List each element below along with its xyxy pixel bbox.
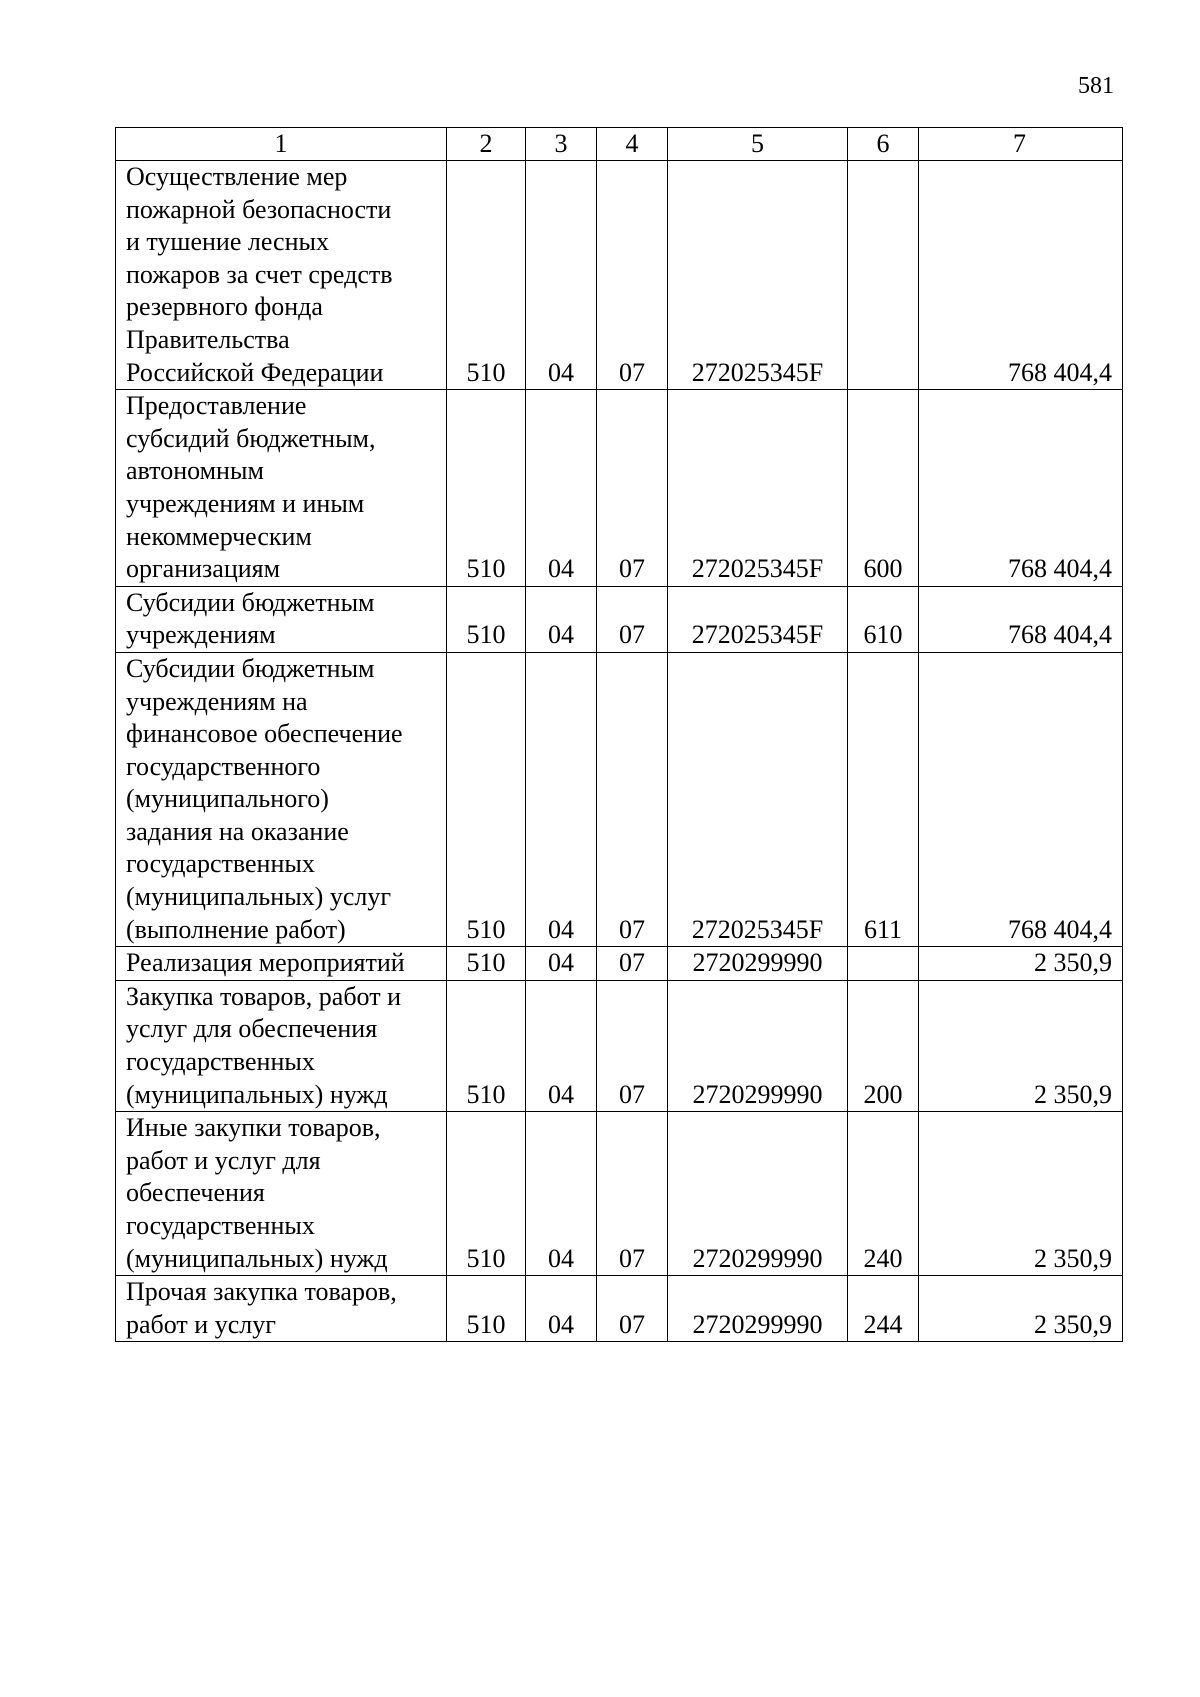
row-code-target: 272025345F [668, 390, 848, 587]
row-description [116, 586, 447, 652]
page-number: 581 [1078, 73, 1114, 99]
row-description [116, 980, 447, 1111]
table-header-row [116, 128, 1123, 161]
table-row [116, 1112, 1123, 1276]
row-code-target: 2720299990 [668, 947, 848, 981]
row-code-target: 2720299990 [668, 980, 848, 1111]
description-line: Реализация мероприятий [126, 948, 405, 978]
row-code-section: 04 [526, 390, 597, 587]
row-description [116, 1112, 447, 1276]
row-code-subsection: 07 [597, 390, 668, 587]
description-line: автономным [126, 456, 264, 486]
description-line: пожаров за счет средств [126, 259, 393, 289]
row-code-subsection: 07 [597, 1112, 668, 1276]
description-line: работ и услуг [126, 1309, 276, 1339]
description-line: (муниципальных) нужд [126, 1243, 388, 1273]
row-code-admin: 510 [447, 1276, 526, 1342]
header-cell: 5 [668, 128, 848, 161]
description-line: учреждениям и иным [126, 488, 365, 518]
description-line: финансовое обеспечение [126, 719, 403, 749]
row-code-expense-type [848, 161, 919, 390]
header-cell: 6 [848, 128, 919, 161]
row-code-target: 2720299990 [668, 1112, 848, 1276]
row-code-subsection: 07 [597, 652, 668, 946]
budget-table [115, 127, 1123, 1342]
description-line: (муниципального) [126, 784, 329, 814]
row-code-admin: 510 [447, 161, 526, 390]
row-code-admin: 510 [447, 947, 526, 981]
description-line: государственных [126, 1211, 315, 1240]
row-code-target: 272025345F [668, 586, 848, 652]
description-line: государственных [126, 849, 315, 879]
row-code-section: 04 [526, 652, 597, 946]
description-line: некоммерческим [126, 521, 312, 551]
row-amount: 768 404,4 [919, 586, 1123, 652]
description-line: услуг для обеспечения [126, 1014, 378, 1044]
row-code-expense-type: 240 [848, 1112, 919, 1276]
description-line: (муниципальных) нужд [126, 1079, 388, 1109]
row-code-expense-type: 200 [848, 980, 919, 1111]
header-cell: 1 [116, 128, 447, 161]
description-line: Осуществление мер [126, 162, 348, 191]
description-line: Предоставление [126, 391, 307, 421]
row-description [116, 1276, 447, 1342]
row-code-target: 272025345F [668, 652, 848, 946]
row-code-section: 04 [526, 1276, 597, 1342]
row-code-section: 04 [526, 1112, 597, 1276]
row-code-admin: 510 [447, 652, 526, 946]
description-line: учреждениям [126, 620, 276, 650]
row-code-admin: 510 [447, 980, 526, 1111]
description-line: Правительства [126, 324, 290, 354]
row-description [116, 390, 447, 587]
row-code-section: 04 [526, 980, 597, 1111]
description-line: Субсидии бюджетным [126, 653, 375, 683]
row-code-expense-type: 244 [848, 1276, 919, 1342]
description-line: государственного [126, 751, 321, 781]
row-amount: 2 350,9 [919, 1276, 1123, 1342]
row-description [116, 652, 447, 946]
row-description [116, 947, 447, 981]
description-line: Субсидии бюджетным [126, 587, 375, 617]
description-line: Российской Федерации [126, 357, 384, 387]
row-code-subsection: 07 [597, 947, 668, 981]
row-code-admin: 510 [447, 1112, 526, 1276]
row-code-subsection: 07 [597, 980, 668, 1111]
description-line: Закупка товаров, работ и [126, 981, 401, 1011]
table-row [116, 586, 1123, 652]
description-line: учреждениям на [126, 686, 308, 716]
table-row [116, 652, 1123, 946]
row-code-subsection: 07 [597, 161, 668, 390]
table-row [116, 161, 1123, 390]
row-code-admin: 510 [447, 586, 526, 652]
table-row [116, 390, 1123, 587]
description-line: резервного фонда [126, 292, 323, 322]
description-line: (муниципальных) услуг [126, 882, 392, 912]
table-row [116, 980, 1123, 1111]
row-code-admin: 510 [447, 390, 526, 587]
description-line: (выполнение работ) [126, 914, 346, 944]
row-code-section: 04 [526, 161, 597, 390]
row-amount: 768 404,4 [919, 652, 1123, 946]
row-amount: 2 350,9 [919, 1112, 1123, 1276]
row-code-expense-type: 600 [848, 390, 919, 587]
table-row [116, 947, 1123, 981]
header-cell: 4 [597, 128, 668, 161]
description-line: работ и услуг для [126, 1145, 321, 1175]
row-description [116, 161, 447, 390]
description-line: пожарной безопасности [126, 194, 392, 224]
description-line: организациям [126, 554, 281, 584]
row-code-subsection: 07 [597, 586, 668, 652]
header-cell: 7 [919, 128, 1123, 161]
header-cell: 2 [447, 128, 526, 161]
description-line: Иные закупки товаров, [126, 1113, 381, 1143]
row-code-section: 04 [526, 947, 597, 981]
description-line: задания на оказание [126, 816, 349, 846]
description-line: Прочая закупка товаров, [126, 1277, 397, 1307]
row-amount: 2 350,9 [919, 980, 1123, 1111]
row-code-section: 04 [526, 586, 597, 652]
header-cell: 3 [526, 128, 597, 161]
row-amount: 768 404,4 [919, 390, 1123, 587]
description-line: субсидий бюджетным, [126, 423, 376, 453]
row-amount: 2 350,9 [919, 947, 1123, 981]
row-code-subsection: 07 [597, 1276, 668, 1342]
row-code-expense-type: 610 [848, 586, 919, 652]
description-line: государственных [126, 1047, 315, 1077]
description-line: и тушение лесных [126, 227, 329, 257]
row-code-target: 2720299990 [668, 1276, 848, 1342]
row-code-target: 272025345F [668, 161, 848, 390]
table-row [116, 1276, 1123, 1342]
row-code-expense-type [848, 947, 919, 981]
row-amount: 768 404,4 [919, 161, 1123, 390]
description-line: обеспечения [126, 1178, 265, 1208]
row-code-expense-type: 611 [848, 652, 919, 946]
